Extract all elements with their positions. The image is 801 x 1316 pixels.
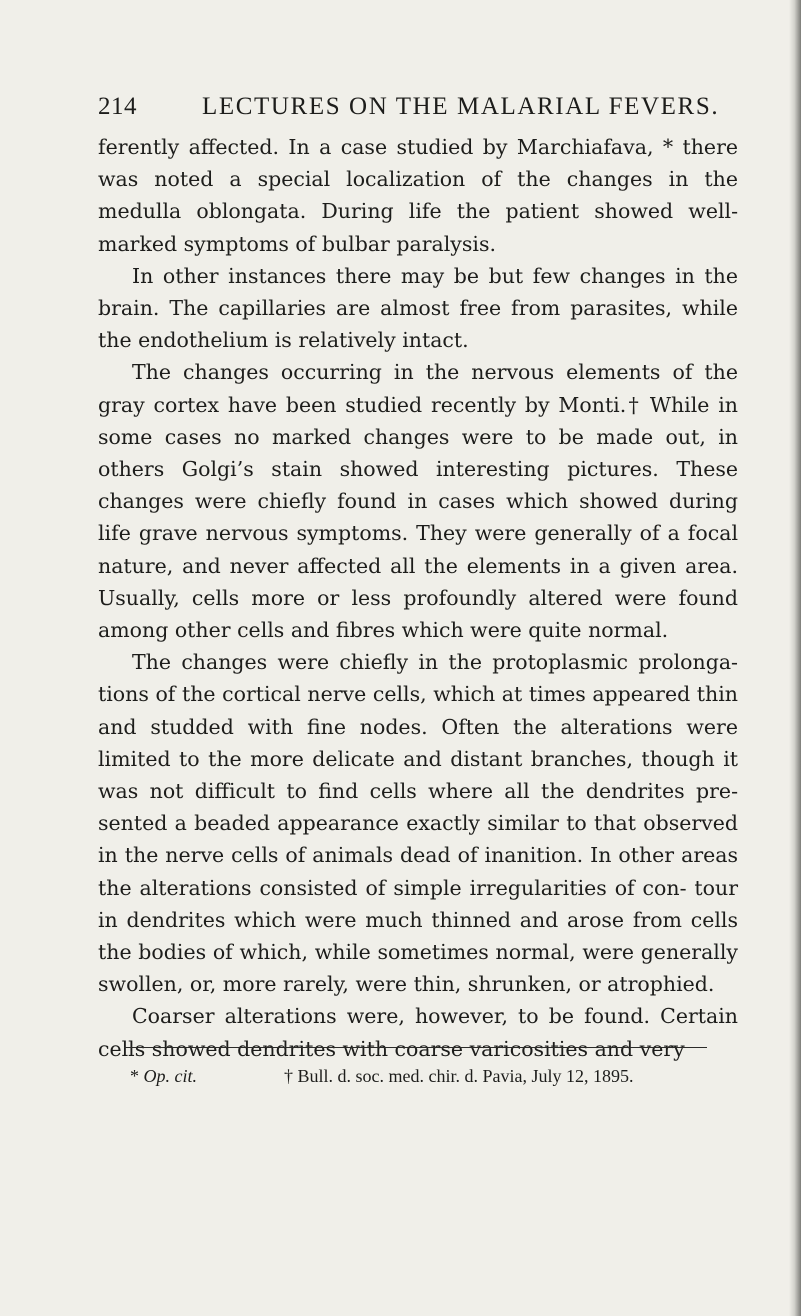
- page-edge-shadow: [789, 0, 801, 1316]
- footnotes: [130, 1066, 730, 1092]
- paragraph: Coarser alterations were, however, to be found. Certain cells showed dendrites with coarse varicosities and very: [98, 1004, 738, 1061]
- paragraph-continued: ferently affected. In a case studied by Marchiafava, * there was noted a special localization of the changes in the medulla oblongata. During life the patient showed well-marked symptoms of bulbar paralysis.: [98, 135, 738, 256]
- paragraph: The changes occurring in the nervous elements of the gray cortex have been studied recently by Monti.† While in some cases no marked changes were to be made out, in others Golgi’s stain showed interesting pictures. These changes were chiefly found in cases which showed during life grave nervous symptoms. They were generally of a focal nature, and never affected all the elements in a given area. Usually, cells more or less profoundly altered were found among other cells and fibres which were quite normal.: [98, 360, 738, 643]
- page-number: 214: [98, 93, 137, 120]
- footnote-asterisk: [130, 1066, 197, 1087]
- paragraph: In other instances there may be but few changes in the brain. The capillaries are almost free from parasites, while the endothelium is relatively intact.: [98, 263, 738, 353]
- paragraph: The changes were chiefly in the protoplasmic prolonga- tions of the cortical nerve cells, which at times appeared thin and studded with fine nodes. Often the alterations were limited to the more delicate and distant branches, though it was not difficult to find cells where all the dendrites pre- sented a beaded appearance exactly similar to that observed in the nerve cells of animals dead of inanition. In other areas the alterations consisted of simple irregularities of con- tour in dendrites which were much thinned and arose from cells the bodies of which, while sometimes normal, were generally swollen, or, more rarely, were thin, shrunken, or atrophied.: [98, 650, 738, 997]
- running-title: LECTURES ON THE MALARIAL FEVERS.: [202, 93, 720, 120]
- footnote-marker: *: [130, 1066, 144, 1086]
- footnote-dagger: † Bull. d. soc. med. chir. d. Pavia, July 12, 1895.: [284, 1066, 634, 1086]
- footnote-divider: [124, 1047, 707, 1048]
- footnote-citation: Op. cit.: [143, 1066, 197, 1086]
- body-text: [98, 131, 738, 1065]
- page-header: [98, 93, 738, 129]
